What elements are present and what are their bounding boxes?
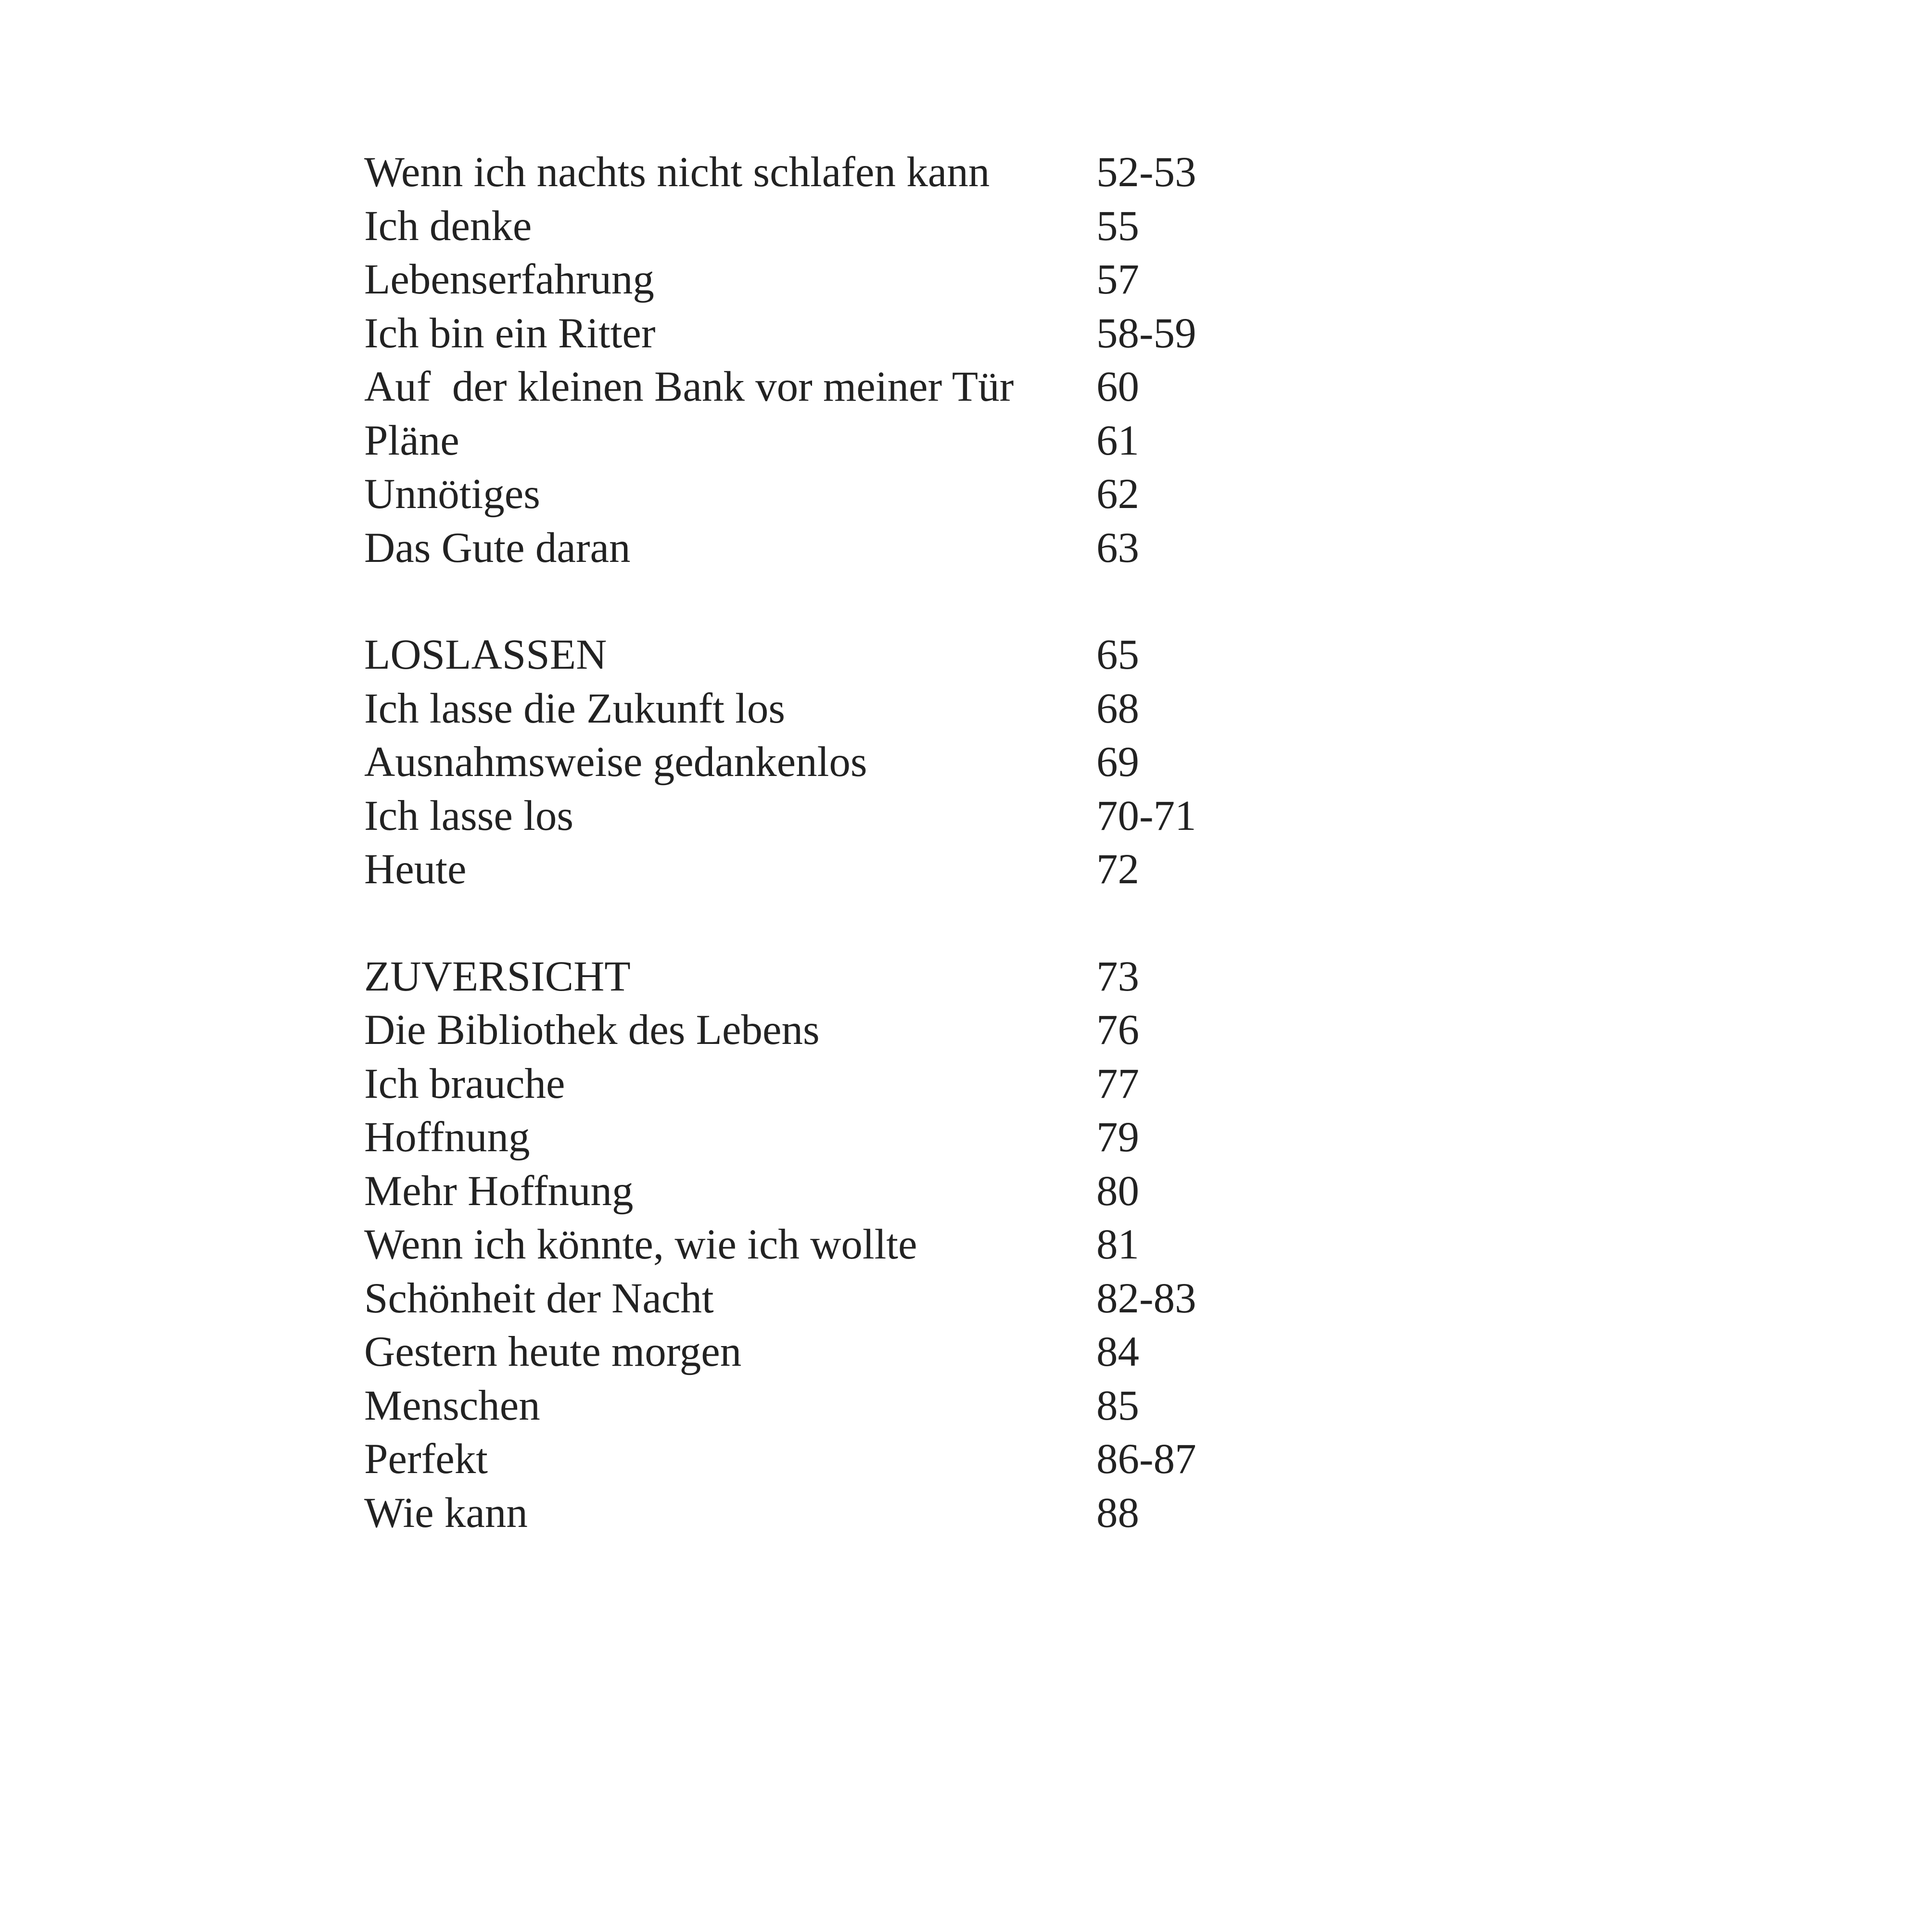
toc-entry-page: 81 [1096, 1221, 1139, 1268]
toc-heading-title: LOSLASSEN [364, 631, 607, 678]
toc-entry-title: Ausnahmsweise gedankenlos [364, 738, 867, 786]
toc-entry [364, 146, 1326, 200]
toc-entry-title: Wie kann [364, 1489, 528, 1537]
toc-entry [364, 468, 1326, 521]
toc-entry-title: Unnötiges [364, 470, 540, 518]
toc-entry-title: Wenn ich nachts nicht schlafen kann [364, 149, 990, 196]
toc-entry-title: Auf der kleinen Bank vor meiner Tür [364, 363, 1014, 410]
toc-heading-page: 73 [1096, 953, 1139, 1000]
toc-section-heading [364, 950, 1326, 1004]
toc-entry [364, 736, 1326, 789]
toc-entry-page: 82-83 [1096, 1274, 1196, 1322]
toc-entry-title: Schönheit der Nacht [364, 1274, 714, 1322]
toc-entry-page: 85 [1096, 1382, 1139, 1429]
toc-entry-title: Die Bibliothek des Lebens [364, 1006, 820, 1054]
toc-entry-page: 72 [1096, 846, 1139, 893]
toc-entry [364, 1325, 1326, 1379]
toc-entry [364, 307, 1326, 361]
toc-entry-page: 61 [1096, 417, 1139, 464]
toc-entry-title: Mehr Hoffnung [364, 1167, 634, 1215]
toc-entry-title: Ich denke [364, 202, 532, 250]
toc-entry-page: 76 [1096, 1006, 1139, 1054]
toc-entry-page: 86-87 [1096, 1436, 1196, 1483]
toc-entry-title: Perfekt [364, 1436, 488, 1483]
toc-entry-page: 58-59 [1096, 309, 1196, 357]
toc-entry [364, 1487, 1326, 1540]
toc-entry [364, 1433, 1326, 1487]
toc-entry [364, 414, 1326, 468]
toc-entry-page: 57 [1096, 256, 1139, 303]
toc-entry-title: Ich bin ein Ritter [364, 309, 656, 357]
toc-entry [364, 1379, 1326, 1433]
toc-entry-title: Ich lasse die Zukunft los [364, 685, 785, 732]
toc-entry-title: Heute [364, 846, 467, 893]
toc-entry [364, 1165, 1326, 1219]
toc-entry [364, 200, 1326, 254]
toc-entry-title: Das Gute daran [364, 524, 631, 572]
toc-entry-title: Ich lasse los [364, 792, 574, 839]
toc-entry [364, 843, 1326, 897]
toc-entry [364, 253, 1326, 307]
toc-entry-title: Wenn ich könnte, wie ich wollte [364, 1221, 917, 1268]
toc-entry-title: Ich brauche [364, 1060, 565, 1107]
toc-entry-page: 55 [1096, 202, 1139, 250]
toc-entry [364, 1004, 1326, 1057]
toc-entry-page: 70-71 [1096, 792, 1196, 839]
toc-entry [364, 1111, 1326, 1165]
toc-entry-page: 52-53 [1096, 149, 1196, 196]
toc-entry-page: 80 [1096, 1167, 1139, 1215]
toc-heading-title: ZUVERSICHT [364, 953, 631, 1000]
toc-entry-page: 77 [1096, 1060, 1139, 1107]
table-of-contents [364, 146, 1326, 1540]
toc-entry-page: 79 [1096, 1114, 1139, 1161]
toc-section-loslassen [364, 628, 1326, 897]
toc-entry-page: 63 [1096, 524, 1139, 572]
toc-entry-page: 68 [1096, 685, 1139, 732]
toc-entry-title: Gestern heute morgen [364, 1328, 742, 1375]
toc-entry [364, 789, 1326, 843]
toc-entry [364, 521, 1326, 575]
toc-entry [364, 1272, 1326, 1326]
toc-entry-page: 88 [1096, 1489, 1139, 1537]
toc-entry [364, 1057, 1326, 1111]
toc-entry-page: 62 [1096, 470, 1139, 518]
toc-entry-title: Lebenserfahrung [364, 256, 654, 303]
toc-entry [364, 360, 1326, 414]
toc-entry-page: 60 [1096, 363, 1139, 410]
toc-entry-title: Hoffnung [364, 1114, 530, 1161]
toc-entry-page: 84 [1096, 1328, 1139, 1375]
toc-section-zuversicht [364, 950, 1326, 1540]
toc-entry-title: Menschen [364, 1382, 540, 1429]
toc-section-1 [364, 146, 1326, 575]
toc-entry-page: 69 [1096, 738, 1139, 786]
toc-section-heading [364, 628, 1326, 682]
toc-heading-page: 65 [1096, 631, 1139, 678]
toc-entry [364, 1218, 1326, 1272]
toc-entry-title: Pläne [364, 417, 459, 464]
toc-entry [364, 682, 1326, 736]
